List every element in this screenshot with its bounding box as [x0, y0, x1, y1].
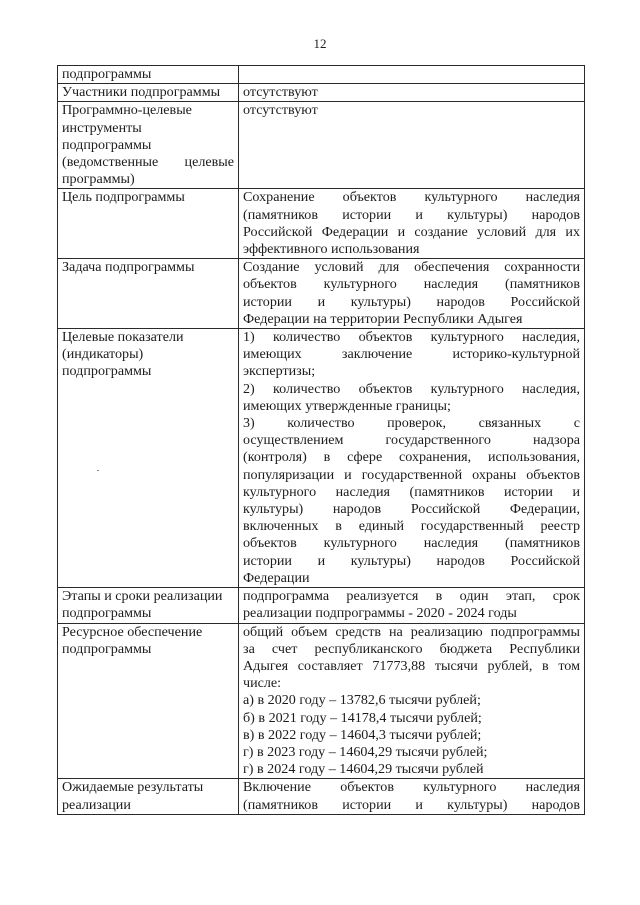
row-label-line: Целевые показатели [62, 329, 184, 346]
row-label-line: Этапы и сроки реализации [62, 588, 223, 605]
row-label-line: подпрограммы [62, 136, 152, 153]
row-label-line: инструменты [62, 119, 142, 136]
row-value-line: отсутствуют [243, 102, 318, 119]
row-value-line: 1) количество объектов культурного наследия, [243, 329, 580, 346]
row-value-cell [239, 623, 585, 779]
row-value-line: а) в 2020 году – 13782,6 тысячи рублей; [243, 692, 481, 709]
row-value-line: г) в 2024 году – 14604,29 тысячи рублей [243, 761, 484, 778]
row-value-line: подпрограмма реализуется в один этап, срок [243, 588, 580, 605]
row-label-line: (ведомственные целевые [62, 154, 234, 171]
row-value-line: Создание условий для обеспечения сохранности [243, 259, 580, 276]
row-label-line: реализации [62, 796, 131, 813]
row-label-line: Ожидаемые результаты [62, 779, 204, 796]
row-value-line: объектов культурного наследия (памятников [243, 276, 580, 293]
row-value-line: осуществлением государственного надзора [243, 432, 580, 449]
row-value-line: Российской Федерации и создание условий для их [243, 223, 580, 240]
row-value-line: 3) количество проверок, связанных с [243, 415, 580, 432]
row-label-line: программы) [62, 171, 135, 188]
row-label-line: подпрограммы [62, 363, 152, 380]
row-value-line: Включение объектов культурного наследия [243, 779, 580, 796]
row-value-cell [239, 66, 585, 84]
row-value-line: б) в 2021 году – 14178,4 тысячи рублей; [243, 709, 482, 726]
row-value-line: культурного наследия (памятников истории и [243, 483, 580, 500]
table-row [58, 588, 585, 623]
row-value-line: объектов культурного наследия (памятников [243, 535, 580, 552]
row-value-line: 2) количество объектов культурного наследия, [243, 380, 580, 397]
row-label-line: Цель подпрограммы [62, 189, 185, 206]
row-value-cell [239, 588, 585, 623]
subprogram-passport-table [57, 65, 585, 815]
row-value-line: имеющих утвержденные границы; [243, 397, 451, 414]
row-label-line: подпрограммы [62, 605, 152, 622]
table-row [58, 623, 585, 779]
row-value-cell [239, 84, 585, 102]
row-value-line: числе: [243, 675, 282, 692]
row-label-line: Ресурсное обеспечение [62, 623, 203, 640]
row-label-line: Программно-целевые [62, 102, 192, 119]
row-value-line: Федерации [243, 569, 310, 586]
row-label-cell [58, 329, 239, 588]
row-value-line: экспертизы; [243, 363, 316, 380]
row-value-line: за счет республиканского бюджета Республики [243, 640, 580, 657]
row-value-cell [239, 779, 585, 814]
row-value-cell [239, 189, 585, 259]
row-value-line: отсутствуют [243, 84, 318, 101]
row-value-line: Сохранение объектов культурного наследия [243, 189, 580, 206]
row-value-line: Адыгея составляет 71773,88 тысячи рублей, в том [243, 657, 580, 674]
page-number: 12 [313, 36, 327, 51]
row-label-line: подпрограммы [62, 66, 152, 82]
row-value-line: Федерации на территории Республики Адыгея [243, 310, 523, 327]
row-label-cell [58, 588, 239, 623]
row-label-cell [58, 623, 239, 779]
row-value-line: г) в 2023 году – 14604,29 тысячи рублей; [243, 743, 488, 760]
row-label-line: Задача подпрограммы [62, 259, 195, 276]
row-label-cell [58, 259, 239, 329]
row-value-line: (контроля) в сфере сохранения, использования, [243, 449, 580, 466]
row-label-cell [58, 66, 239, 84]
table-row [58, 329, 585, 588]
table-row [58, 259, 585, 329]
row-value-line: общий объем средств на реализацию подпрограммы [243, 623, 580, 640]
row-label-cell [58, 189, 239, 259]
row-value-line: эффективного использования [243, 241, 420, 258]
row-label-line: подпрограммы [62, 640, 152, 657]
row-value-cell [239, 259, 585, 329]
row-label-line: (индикаторы) [62, 346, 144, 363]
row-value-line: популяризации и государственной охраны объектов [243, 466, 580, 483]
table-row [58, 102, 585, 189]
row-label-cell [58, 779, 239, 814]
row-value-line: истории и культуры) народов Российской [243, 552, 580, 569]
row-label-cell [58, 102, 239, 189]
row-label-cell [58, 84, 239, 102]
table-row [58, 779, 585, 814]
row-value-line: в) в 2022 году – 14604,3 тысячи рублей; [243, 726, 482, 743]
row-value-cell [239, 329, 585, 588]
row-value-line: (памятников истории и культуры) народов [243, 796, 580, 813]
table-row [58, 84, 585, 102]
row-value-cell [239, 102, 585, 189]
row-value-line: имеющих заключение историко-культурной [243, 346, 580, 363]
table-row [58, 66, 585, 84]
row-value-line: истории и культуры) народов Российской [243, 293, 580, 310]
table-row [58, 189, 585, 259]
row-value-line: (памятников истории и культуры) народов [243, 206, 580, 223]
scan-speck [97, 470, 99, 471]
row-label-line: Участники подпрограммы [62, 84, 221, 101]
row-value-line: культуры) народов Российской Федерации, [243, 501, 580, 518]
row-value-line: реализации подпрограммы - 2020 - 2024 годы [243, 605, 517, 622]
row-value-line: включенных в единый государственный реестр [243, 518, 580, 535]
